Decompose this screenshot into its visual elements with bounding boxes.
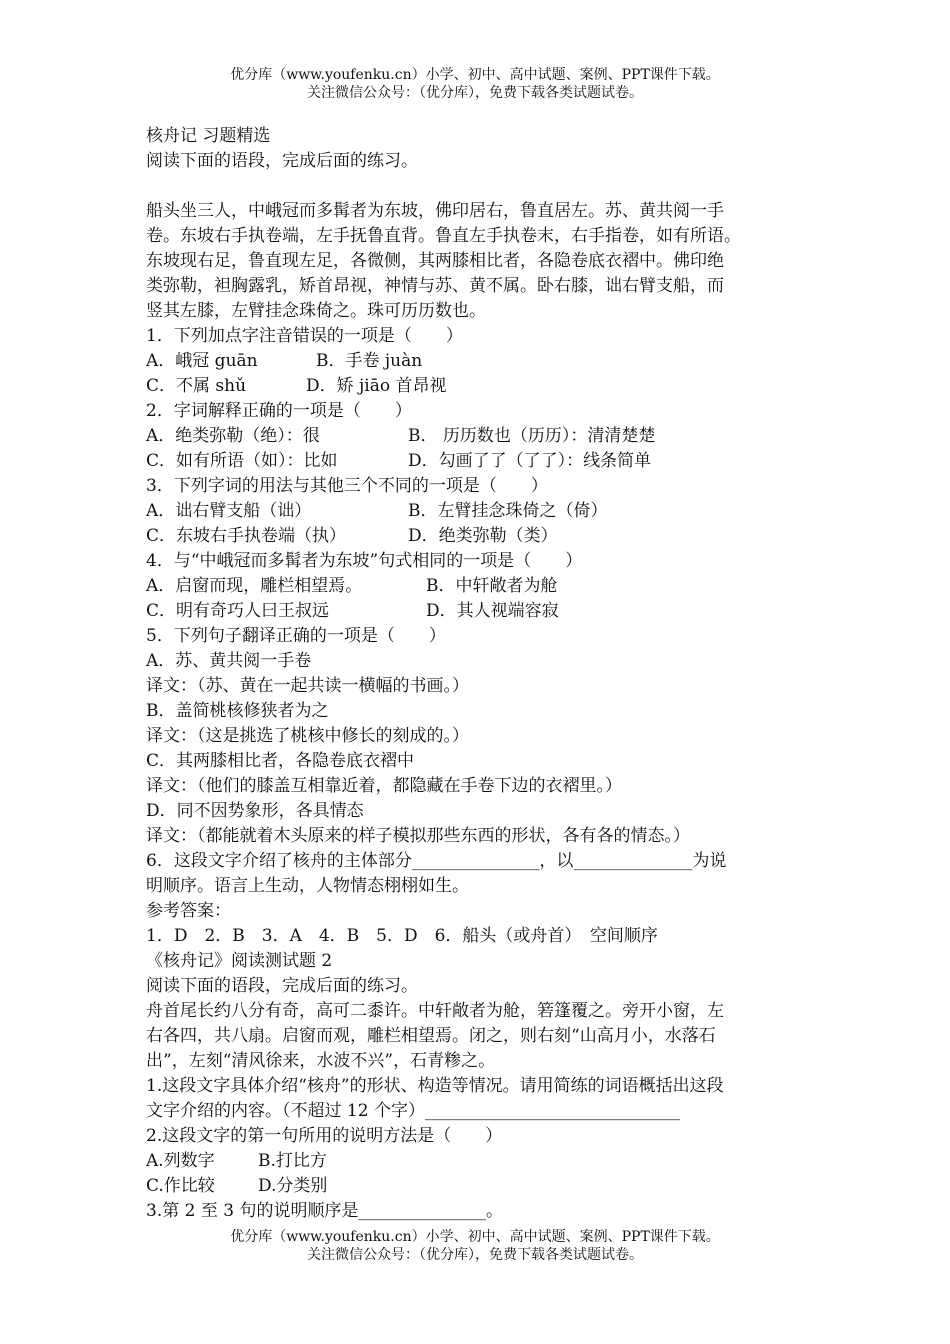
translation-b: 译文：（这是挑选了桃核中修长的刻成的。） [146,726,469,746]
section2-instruction: 阅读下面的语段，完成后面的练习。 [146,976,418,996]
option-d: D.分类别 [258,1176,328,1196]
question-3-options-row [146,524,826,549]
option-d: D．勾画了了（了了）：线条简单 [408,451,652,471]
passage-line: 东坡现右足，鲁直现左足，各微侧，其两膝相比者，各隐卷底衣褶中。佛印绝 [146,251,724,271]
option-d: D．其人视端容寂 [426,601,559,621]
option-d: D．矫 jiāo 首昂视 [306,376,447,396]
question-3: 3．下列字词的用法与其他三个不同的一项是（ ） [146,476,548,496]
option-b: B． 历历数也（历历）：清清楚楚 [408,426,656,446]
question-5-option-a: A．苏、黄共阅一手卷 [146,651,312,671]
option-b: B.打比方 [258,1151,327,1171]
option-c: C.作比较 [146,1176,215,1196]
footer-line-2: 关注微信公众号：（优分库），免费下载各类试题试卷。 [307,1247,643,1263]
passage-line: 右各四，共八扇。启窗而观，雕栏相望焉。闭之，则右刻“山高月小，水落石 [146,1026,716,1046]
section2-question-3: 3.第 2 至 3 句的说明顺序是_______________。 [146,1201,503,1221]
question-2-options-row [146,424,826,449]
question-2-options-row [146,449,826,474]
passage-line: 类弥勒，袒胸露乳，矫首昂视，神情与苏、黄不属。卧右膝，诎右臂支船，而 [146,276,724,296]
answers: 1．D 2．B 3．A 4．B 5．D 6．船头（或舟首） 空间顺序 [146,926,658,946]
blank-line [146,174,826,199]
question-1-options-row [146,374,826,399]
option-c: C．不属 shǔ [146,376,247,396]
question-1-options-row [146,349,826,374]
question-5-option-d: D．同不因势象形，各具情态 [146,801,364,821]
option-a: A．绝类弥勒（绝）：很 [146,426,320,446]
option-b: B．中轩敞者为舱 [426,576,558,596]
option-a: A．启窗而现，雕栏相望焉。 [146,576,363,596]
section1-instruction: 阅读下面的语段，完成后面的练习。 [146,151,418,171]
question-4-options-row [146,574,826,599]
option-b: B．手卷 juàn [316,351,423,371]
header-line-2: 关注微信公众号：（优分库），免费下载各类试题试卷。 [307,85,643,101]
section2-question-2: 2.这段文字的第一句所用的说明方法是（ ） [146,1126,503,1146]
question-4: 4．与“中峨冠而多髯者为东坡”句式相同的一项是（ ） [146,551,583,571]
passage-line: 船头坐三人，中峨冠而多髯者为东坡，佛印居右，鲁直居左。苏、黄共阅一手 [146,201,724,221]
section1-passage [146,199,826,324]
question-5-option-c: C．其两膝相比者，各隐卷底衣褶中 [146,751,415,771]
section2-question-2-options-row [146,1149,826,1174]
option-c: C．东坡右手执卷端（执） [146,526,347,546]
page-footer [0,1228,950,1264]
passage-line: 卷。东坡右手执卷端，左手抚鲁直背。鲁直左手执卷末，右手指卷，如有所语。 [146,226,741,246]
section2-title: 《核舟记》阅读测试题 2 [146,951,333,971]
document-body [146,124,826,1224]
question-4-options-row [146,599,826,624]
section2-question-1: 1.这段文字具体介绍“核舟”的形状、构造等情况。请用简练的词语概括出这段 [146,1076,724,1096]
option-d: D．绝类弥勒（类） [408,526,558,546]
question-6-continued: 明顺序。语言上生动，人物情态栩栩如生。 [146,876,469,896]
option-c: C．如有所语（如）：比如 [146,451,338,471]
section2-passage [146,999,826,1074]
header-line-1: 优分库（www.youfenku.cn）小学、初中、高中试题、案例、PPT课件下载。 [230,67,720,83]
option-b: B．左臂挂念珠倚之（倚） [408,501,608,521]
translation-d: 译文：（都能就着木头原来的样子模拟那些东西的形状，各有各的情态。） [146,826,690,846]
passage-line: 舟首尾长约八分有奇，高可二黍许。中轩敞者为舱，箬篷覆之。旁开小窗，左 [146,1001,724,1021]
translation-a: 译文：（苏、黄在一起共读一横幅的书画。） [146,676,469,696]
footer-line-1: 优分库（www.youfenku.cn）小学、初中、高中试题、案例、PPT课件下载。 [230,1229,720,1245]
passage-line: 竖其左膝，左臂挂念珠倚之。珠可历历数也。 [146,301,486,321]
page-header [0,66,950,102]
question-5-option-b: B．盖简桃核修狭者为之 [146,701,329,721]
translation-c: 译文：（他们的膝盖互相靠近着，都隐藏在手卷下边的衣褶里。） [146,776,622,796]
passage-line: 出”，左刻“清风徐来，水波不兴”，石青糁之。 [146,1051,496,1071]
option-a: A．诎右臂支船（诎） [146,501,312,521]
section2-question-2-options-row [146,1174,826,1199]
section2-question-1-continued: 文字介绍的内容。（不超过 12 个字）______________________________ [146,1101,680,1121]
question-5: 5．下列句子翻译正确的一项是（ ） [146,626,446,646]
option-c: C．明有奇巧人曰王叔远 [146,601,330,621]
question-3-options-row [146,499,826,524]
question-1: 1．下列加点字注音错误的一项是（ ） [146,326,463,346]
answer-label: 参考答案： [146,901,231,921]
question-6: 6．这段文字介绍了核舟的主体部分_______________，以______________为说 [146,851,727,871]
option-a: A.列数字 [146,1151,215,1171]
option-a: A．峨冠 guān [146,351,258,371]
question-2: 2．字词解释正确的一项是（ ） [146,401,412,421]
section1-title: 核舟记 习题精选 [146,126,271,146]
